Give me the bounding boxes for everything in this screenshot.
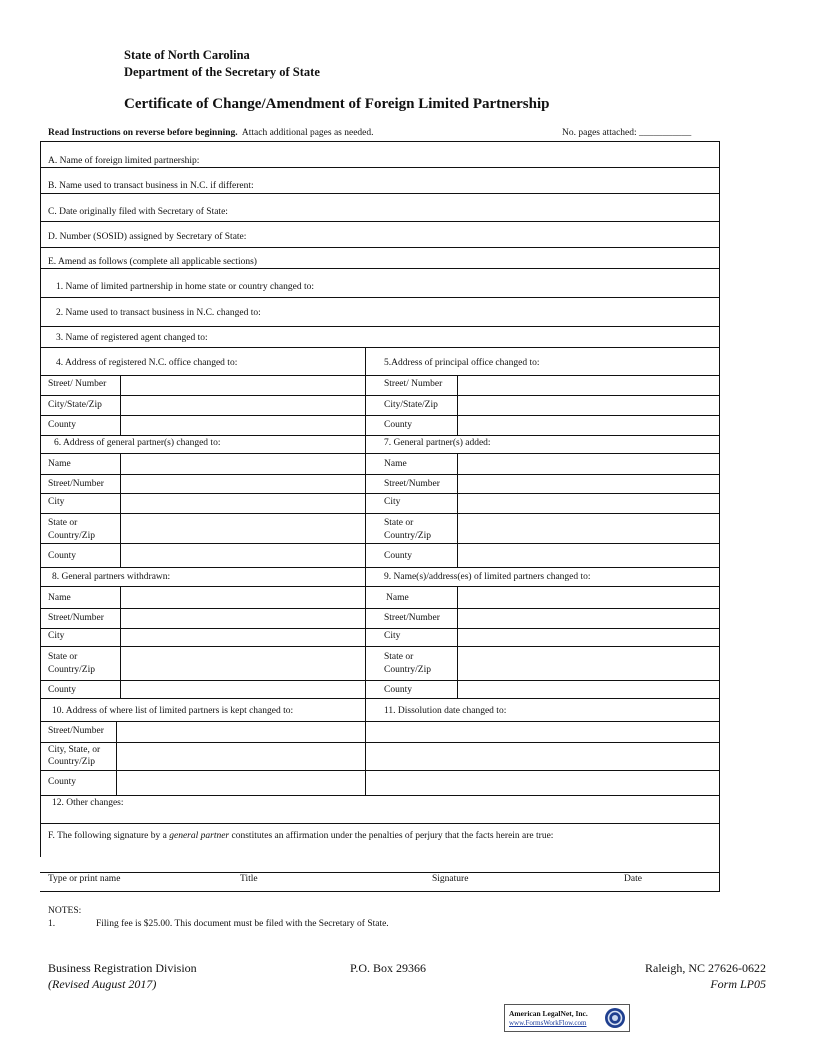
notes-number: 1. xyxy=(48,919,56,929)
section-f-pre: F. The following signature by a xyxy=(48,831,170,841)
section-e6-label: 6. Address of general partner(s) changed to: xyxy=(54,438,221,448)
state-name: State of North Carolina xyxy=(124,48,250,62)
rule xyxy=(40,795,720,796)
field-label: Country/Zip xyxy=(48,531,95,541)
field-label: County xyxy=(48,551,76,561)
field-label: Name xyxy=(384,459,407,469)
field-label: City, State, or xyxy=(48,745,101,755)
department-name: Department of the Secretary of State xyxy=(124,65,320,79)
frame-left-edge xyxy=(40,141,41,857)
rule xyxy=(40,543,720,544)
rule xyxy=(40,268,720,269)
section-e8-label: 8. General partners withdrawn: xyxy=(52,572,171,582)
logo-url[interactable]: www.FormsWorkFlow.com xyxy=(509,1019,587,1027)
section-e9-label: 9. Name(s)/address(es) of limited partners changed to: xyxy=(384,572,591,582)
field-label: City/State/Zip xyxy=(384,400,438,410)
footer-revised: (Revised August 2017) xyxy=(48,977,157,991)
rule xyxy=(40,742,720,743)
section-e3-label: 3. Name of registered agent changed to: xyxy=(56,333,208,343)
field-label: Name xyxy=(48,459,71,469)
label-divider xyxy=(457,586,458,698)
section-e2-label: 2. Name used to transact business in N.C. changed to: xyxy=(56,308,261,318)
field-label: County xyxy=(384,551,412,561)
field-label: City xyxy=(384,497,401,507)
field-label: Street/Number xyxy=(384,479,440,489)
field-label: City xyxy=(48,631,65,641)
field-label: Street/Number xyxy=(48,726,104,736)
label-divider xyxy=(120,453,121,567)
rule xyxy=(40,247,720,248)
field-label: Name xyxy=(48,593,71,603)
field-label: State or xyxy=(384,518,414,528)
rule xyxy=(40,628,720,629)
field-label: Name xyxy=(386,593,409,603)
section-e11-label: 11. Dissolution date changed to: xyxy=(384,706,507,716)
field-label: City xyxy=(384,631,401,641)
rule xyxy=(40,823,720,824)
field-label: County xyxy=(48,420,76,430)
rule xyxy=(40,493,720,494)
rule xyxy=(40,474,720,475)
column-divider xyxy=(365,347,366,795)
rule xyxy=(40,167,720,168)
notes-heading: NOTES: xyxy=(48,906,82,916)
section-b-label: B. Name used to transact business in N.C. if different: xyxy=(48,181,254,191)
rule xyxy=(40,297,720,298)
label-divider xyxy=(120,375,121,435)
rule xyxy=(40,770,720,771)
rule xyxy=(40,608,720,609)
label-divider xyxy=(116,721,117,795)
form-title: Certificate of Change/Amendment of Foreign Limited Partnership xyxy=(124,96,550,112)
rule xyxy=(40,698,720,699)
section-e5-label: 5.Address of principal office changed to: xyxy=(384,358,540,368)
section-e12-label: 12. Other changes: xyxy=(52,798,124,808)
section-e4-label: 4. Address of registered N.C. office changed to: xyxy=(56,358,238,368)
instructions-bold: Read Instructions on reverse before beginning. xyxy=(48,128,238,138)
rule xyxy=(40,872,720,873)
rule xyxy=(40,586,720,587)
logo-name: American LegalNet, Inc. xyxy=(509,1009,588,1018)
rule xyxy=(40,221,720,222)
rule xyxy=(40,513,720,514)
field-label: County xyxy=(384,420,412,430)
section-f-italic: general partner xyxy=(169,831,230,841)
signature-type-name: Type or print name xyxy=(48,874,121,884)
field-label: Country/Zip xyxy=(384,531,431,541)
section-e1-label: 1. Name of limited partnership in home state or country changed to: xyxy=(56,282,315,292)
section-e-label: E. Amend as follows (complete all applicable sections) xyxy=(48,257,257,267)
field-label: County xyxy=(384,685,412,695)
section-e7-label: 7. General partner(s) added: xyxy=(384,438,491,448)
rule xyxy=(40,415,720,416)
rule xyxy=(40,721,720,722)
signature-signature: Signature xyxy=(432,874,469,884)
rule xyxy=(40,435,720,436)
footer-po-box: P.O. Box 29366 xyxy=(350,961,427,975)
field-label: County xyxy=(48,777,76,787)
rule xyxy=(40,375,720,376)
label-divider xyxy=(457,453,458,567)
signature-date: Date xyxy=(624,874,642,884)
field-label: Country/Zip xyxy=(384,665,431,675)
notes-text: Filing fee is $25.00. This document must be filed with the Secretary of State. xyxy=(96,919,389,929)
footer-form-number: Form LP05 xyxy=(710,977,766,991)
field-label: Street/Number xyxy=(384,613,440,623)
section-f-post: constitutes an affirmation under the penalties of perjury that the facts herein are true: xyxy=(229,831,554,841)
rule xyxy=(40,395,720,396)
field-label: Street/Number xyxy=(48,479,104,489)
label-divider xyxy=(457,375,458,435)
globe-icon xyxy=(604,1007,626,1029)
field-label: Street/Number xyxy=(48,613,104,623)
field-label: State or xyxy=(48,652,78,662)
field-label: State or xyxy=(48,518,78,528)
section-a-label: A. Name of foreign limited partnership: xyxy=(48,156,200,166)
rule xyxy=(40,193,720,194)
signature-title: Title xyxy=(240,874,258,884)
field-label: Street/ Number xyxy=(48,379,107,389)
field-label: Country/Zip xyxy=(48,665,95,675)
rule xyxy=(40,567,720,568)
pages-attached: No. pages attached: ___________ xyxy=(562,128,692,138)
rule xyxy=(40,453,720,454)
section-e10-label: 10. Address of where list of limited partners is kept changed to: xyxy=(52,706,294,716)
field-label: City xyxy=(48,497,65,507)
field-label: County xyxy=(48,685,76,695)
label-divider xyxy=(120,586,121,698)
field-label: City/State/Zip xyxy=(48,400,102,410)
instructions-rest: Attach additional pages as needed. xyxy=(241,128,374,138)
section-c-label: C. Date originally filed with Secretary of State: xyxy=(48,207,228,217)
rule xyxy=(40,347,720,348)
section-f-label xyxy=(48,830,553,842)
footer-division: Business Registration Division xyxy=(48,961,197,975)
footer-city: Raleigh, NC 27626-0622 xyxy=(645,961,766,975)
field-label: Country/Zip xyxy=(48,757,95,767)
form-frame xyxy=(40,141,720,892)
field-label: Street/ Number xyxy=(384,379,443,389)
american-legalnet-logo[interactable] xyxy=(504,1004,630,1032)
rule xyxy=(40,326,720,327)
rule xyxy=(40,646,720,647)
section-d-label: D. Number (SOSID) assigned by Secretary of State: xyxy=(48,232,247,242)
field-label: State or xyxy=(384,652,414,662)
instructions-line xyxy=(48,128,374,138)
rule xyxy=(40,680,720,681)
